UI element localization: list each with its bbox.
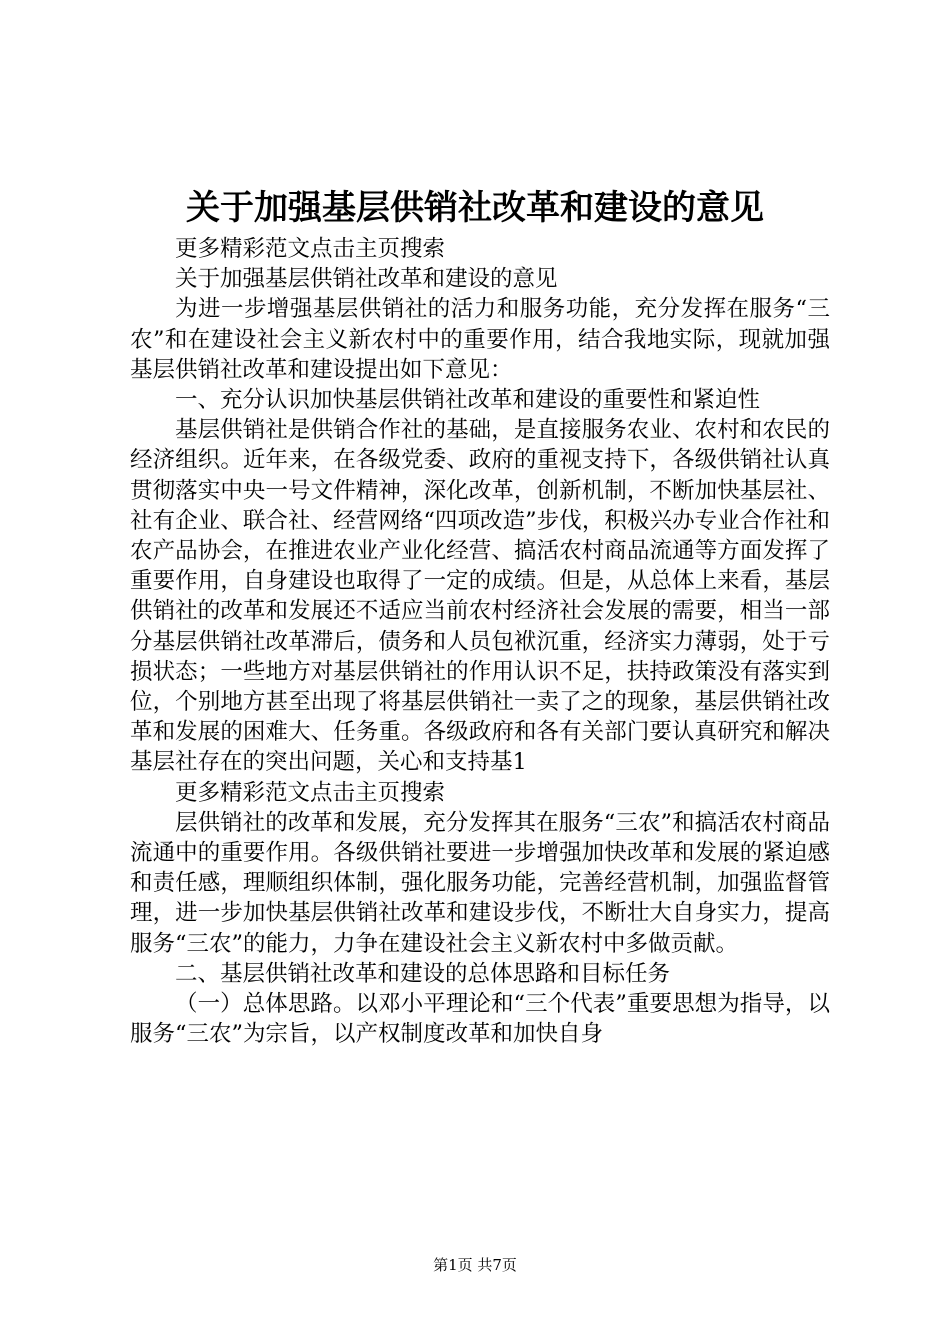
paragraph: 层供销社的改革和发展，充分发挥其在服务“三农”和搞活农村商品流通中的重要作用。各级供销社要进一步增强加快改革和发展的紧迫感和责任感，理顺组织体制，强化服务功能，完善经营机制，加强监督管理，进一步加快基层供销社改革和建设步伐，不断壮大自身实力，提高服务“三农”的能力，力争在建设社会主义新农村中多做贡献。 [130, 809, 830, 957]
page-footer: 第1页 共7页 [433, 1256, 517, 1274]
paragraph: 更多精彩范文点击主页搜索 [175, 779, 446, 806]
paragraph: 更多精彩范文点击主页搜索 [175, 236, 446, 262]
document-title: 关于加强基层供销社改革和建设的意见 [186, 188, 764, 228]
document-body [130, 234, 830, 1049]
section-heading: 一、充分认识加快基层供销社改革和建设的重要性和紧迫性 [175, 387, 761, 414]
section-heading: 二、基层供销社改革和建设的总体思路和目标任务 [175, 960, 671, 987]
paragraph: 为进一步增强基层供销社的活力和服务功能，充分发挥在服务“三农”和在建设社会主义新农村中的重要作用，结合我地实际，现就加强基层供销社改革和建设提出如下意见： [130, 296, 830, 383]
paragraph: 基层供销社是供销合作社的基础，是直接服务农业、农村和农民的经济组织。近年来，在各级党委、政府的重视支持下，各级供销社认真贯彻落实中央一号文件精神，深化改革，创新机制，不断加快基层社、社有企业、联合社、经营网络“四项改造”步伐，积极兴办专业合作社和农产品协会，在推进农业产业化经营、搞活农村商品流通等方面发挥了重要作用，自身建设也取得了一定的成绩。但是，从总体上来看，基层供销社的改革和发展还不适应当前农村经济社会发展的需要，相当一部分基层供销社改革滞后，债务和人员包袱沉重，经济实力薄弱，处于亏损状态；一些地方对基层供销社的作用认识不足，扶持政策没有落实到位，个别地方甚至出现了将基层供销社一卖了之的现象，基层供销社改革和发展的困难大、任务重。各级政府和各有关部门要认真研究和解决基层社存在的突出问题，关心和支持基1 [130, 417, 830, 776]
paragraph: （一）总体思路。以邓小平理论和“三个代表”重要思想为指导，以服务“三农”为宗旨，以产权制度改革和加快自身 [130, 991, 830, 1048]
paragraph: 关于加强基层供销社改革和建设的意见 [175, 266, 558, 293]
